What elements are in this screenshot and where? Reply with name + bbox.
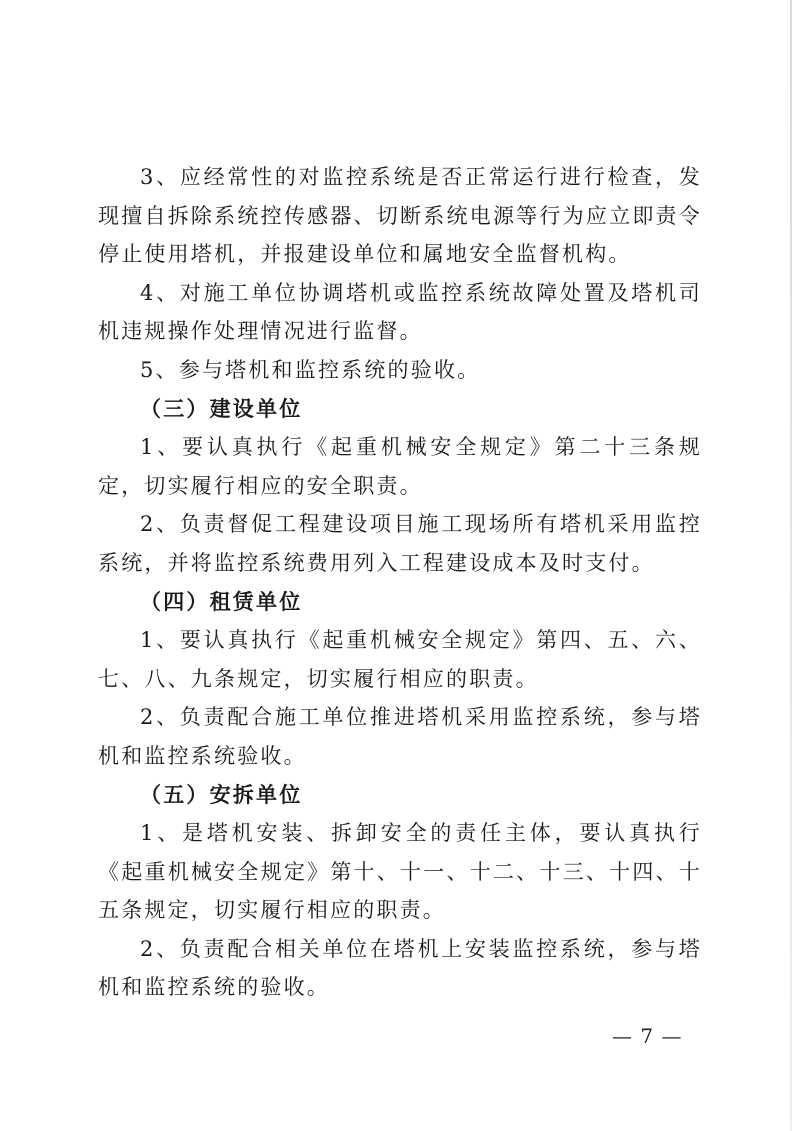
paragraph-construction-1: 1、要认真执行《起重机械安全规定》第二十三条规定，切实履行相应的安全职责。	[98, 435, 702, 498]
paragraph-construction-2: 2、负责督促工程建设项目施工现场所有塔机采用监控系统，并将监控系统费用列入工程建设成本及时支付。	[98, 512, 702, 575]
scan-edge-line	[790, 0, 792, 1131]
section-heading-installation-unit: （五）安拆单位	[140, 781, 303, 807]
section-heading-construction-unit: （三）建设单位	[140, 395, 303, 421]
paragraph-leasing-2: 2、负责配合施工单位推进塔机采用监控系统，参与塔机和监控系统验收。	[98, 705, 702, 768]
document-body	[98, 158, 702, 1007]
paragraph-installation-2: 2、负责配合相关单位在塔机上安装监控系统，参与塔机和监控系统的验收。	[98, 936, 702, 1000]
paragraph-item-4-supervision: 4、对施工单位协调塔机或监控系统故障处置及塔机司机违规操作处理情况进行监督。	[98, 280, 702, 344]
paragraph-installation-1: 1、是塔机安装、拆卸安全的责任主体，要认真执行《起重机械安全规定》第十、十一、十二、十三、十四、十五条规定，切实履行相应的职责。	[98, 821, 702, 923]
page-number: — 7 —	[612, 1024, 683, 1048]
paragraph-leasing-1: 1、要认真执行《起重机械安全规定》第四、五、六、七、八、九条规定，切实履行相应的职责。	[98, 628, 702, 691]
paragraph-item-5-acceptance: 5、参与塔机和监控系统的验收。	[140, 357, 481, 382]
paragraph-item-3-inspection: 3、应经常性的对监控系统是否正常运行进行检查，发现擅自拆除系统控传感器、切断系统电源等行为应立即责令停止使用塔机，并报建设单位和属地安全监督机构。	[98, 165, 702, 267]
section-heading-leasing-unit: （四）租赁单位	[140, 588, 303, 614]
